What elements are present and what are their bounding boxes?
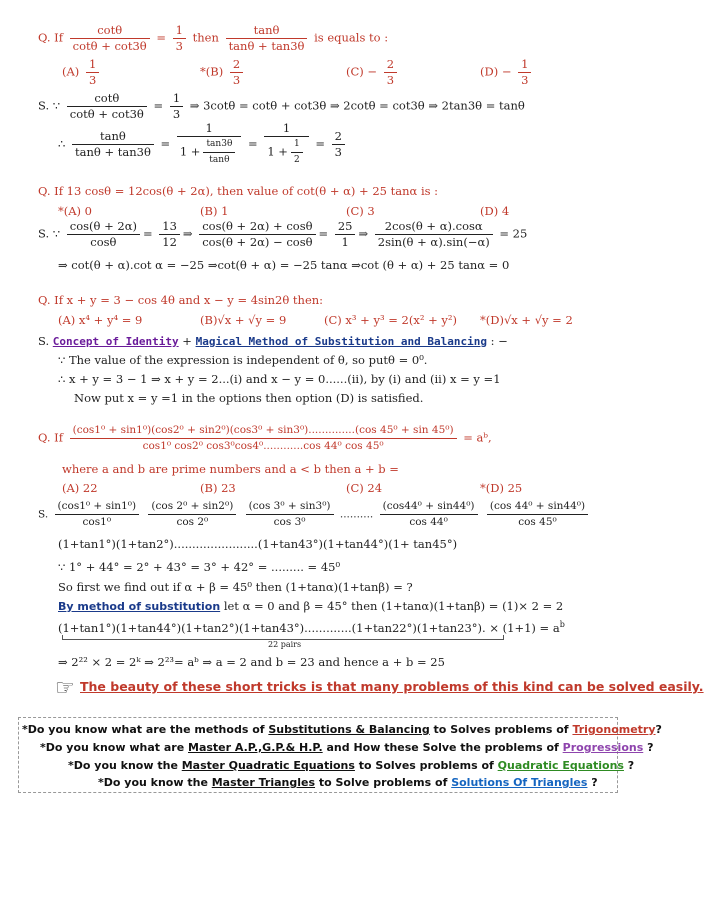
footer-r1c: to Solves problems of [429, 723, 573, 736]
s1-line1-rest: ⇒ 3cotθ = cotθ + cot3θ ⇒ 2cotθ = cot3θ ⇒ 2tan3θ = tanθ [189, 98, 525, 113]
s2-f2-den: 12 [162, 235, 177, 249]
q1-suffix: is equals to : [314, 30, 389, 45]
s2-f1-num: cos(θ + 2α) [67, 220, 140, 235]
s4-label: S. [38, 508, 49, 521]
solution-3-line-1: ∵ The value of the expression is independent of θ, so putθ = 0⁰. [58, 353, 428, 367]
footer-r3a: *Do you know the [68, 759, 182, 772]
s4-line5-rest: let α = 0 and β = 45° then (1+tanα)(1+tanβ) = (1)× 2 = 2 [223, 599, 564, 613]
solution-4-line-2: (1+tan1°)(1+tan2°).......................(1+tan43°)(1+tan44°)(1+ tan45°) [58, 537, 458, 551]
footer-r3e: ? [623, 759, 635, 772]
s1-inner-den: tanθ [209, 155, 230, 165]
s1-f1-den: cotθ + cot3θ [69, 107, 144, 121]
s1-f2-num: 1 [170, 92, 183, 107]
s4-t3-den: cos 3⁰ [273, 516, 306, 528]
q1-opt-b-label: *(B) [200, 64, 224, 79]
s4-line6-sup: b [559, 620, 565, 629]
q1-opt-a-den: 3 [88, 73, 97, 87]
q1-f2-num: 1 [173, 24, 186, 39]
s2-f4-den: 1 [341, 235, 349, 249]
q3-option-c: (C) x³ + y³ = 2(x² + y²) [324, 313, 457, 327]
q1-option-d [480, 58, 534, 87]
pairs-label: 22 pairs [268, 640, 302, 649]
s4-by-method: By method of substitution [58, 600, 221, 613]
footer-r4c: to Solve problems of [315, 776, 452, 789]
footer-r4a: *Do you know the [98, 776, 212, 789]
solution-4-line-7: ⇒ 2²² × 2 = 2ᵏ ⇒ 2²³= aᵇ ⇒ a = 2 and b = 23 and hence a + b = 25 [58, 655, 445, 669]
s2-f5-den: 2sin(θ + α).sin(−α) [377, 235, 490, 249]
q1-f3-num: tanθ [226, 24, 308, 39]
footer-r3c: to Solves problems of [354, 759, 498, 772]
footer-r3b: Master Quadratic Equations [181, 759, 355, 772]
solution-3-line-3: Now put x = y =1 in the options then option (D) is satisfied. [74, 391, 424, 405]
s1-half-num: 1 [291, 138, 303, 153]
s4-dots: .......... [339, 508, 374, 521]
footer-r4d: Solutions Of Triangles [451, 776, 588, 789]
q1-fraction-2 [173, 24, 186, 53]
footer-r2c: and How these Solve the problems of [322, 741, 563, 754]
footer-row-4 [98, 776, 598, 789]
q1-opt-a-label: (A) [62, 64, 80, 79]
solution-1-line-2: ∴ $\frac{\tan\theta}{\tan\theta + \tan 3\theta}$ = 1 1 + $\frac{\tan 3\theta}{\tan\theta}$ = 1 1 + $\frac{1}{2}$ = $\frac{2}{3}$ [58, 122, 348, 167]
s4-t1-den: cos1⁰ [82, 516, 112, 528]
s2-f3-den: cos(θ + 2α) − cosθ [202, 235, 313, 249]
s4-t5-num: (cos 44⁰ + sin44⁰) [487, 500, 588, 515]
solution-1-line-1 [38, 92, 525, 121]
s4-t4-num: (cos44⁰ + sin44⁰) [380, 500, 478, 515]
footer-r1a: *Do you know what are the methods of [22, 723, 269, 736]
solution-3-line-2: ∴ x + y = 3 − 1 ⇒ x + y = 2...(i) and x − y = 0......(ii), by (i) and (ii) x = y =1 [58, 372, 501, 386]
q4-den: cos1⁰ cos2⁰ cos3⁰cos4⁰............cos 44⁰ cos 45⁰ [142, 440, 384, 452]
q4-line-2: where a and b are prime numbers and a < b then a + b = [62, 462, 399, 476]
question-2: Q. If 13 cosθ = 12cos(θ + 2α), then value of cot(θ + α) + 25 tanα is : [38, 184, 439, 198]
solution-3-heading [38, 334, 508, 348]
footer-r2e: ? [643, 741, 654, 754]
s2-tail: = 25 [499, 226, 528, 241]
q1-opt-c-den: 3 [386, 73, 395, 87]
s2-f1-den: cosθ [90, 235, 117, 249]
s1-f1-num: cotθ [67, 92, 147, 107]
q1-f1-num: cotθ [70, 24, 150, 39]
q1-opt-c-num: 2 [384, 58, 397, 73]
s3-plus: + [182, 334, 192, 348]
footer-r1d: Trigonometry [572, 723, 656, 736]
s4-t3-num: (cos 3⁰ + sin3⁰) [246, 500, 334, 515]
q1-eq: = [156, 30, 167, 45]
s2-because: ∵ [52, 226, 61, 241]
q1-opt-a-num: 1 [86, 58, 99, 73]
q1-f2-den: 3 [175, 39, 183, 53]
s1-inner-num: tan3θ [203, 138, 235, 153]
q4-num: (cos1⁰ + sin1⁰)(cos2⁰ + sin2⁰)(cos3⁰ + sin3⁰)..............(cos 45⁰ + sin 45⁰) [70, 424, 457, 439]
solution-4-line-5 [58, 599, 563, 613]
footer-r2b: Master A.P.,G.P.& H.P. [188, 741, 323, 754]
s1-mid-num: 1 [264, 122, 308, 137]
s4-t2-den: cos 2⁰ [176, 516, 209, 528]
solution-2-line-2: ⇒ cot(θ + α).cot α = −25 ⇒cot(θ + α) = −25 tanα ⇒cot (θ + α) + 25 tanα = 0 [58, 258, 510, 272]
s1-therefore: ∴ [58, 136, 66, 151]
s2-f2-num: 13 [159, 220, 180, 235]
s1-final-den: 3 [334, 145, 342, 159]
question-3: Q. If x + y = 3 − cos 4θ and x − y = 4sin2θ then: [38, 293, 324, 307]
s2-f5-num: 2cos(θ + α).cosα [375, 220, 493, 235]
q1-fraction-1 [70, 24, 150, 53]
footer-r4b: Master Triangles [211, 776, 316, 789]
question-1 [38, 24, 388, 53]
s2-f4-num: 25 [335, 220, 356, 235]
s1-f2-den: 3 [172, 107, 181, 121]
footer-r1b: Substitutions & Balancing [268, 723, 430, 736]
solution-4-line-4: So first we find out if α + β = 45⁰ then (1+tanα)(1+tanβ) = ? [58, 580, 413, 594]
footer-r2d: Progressions [562, 741, 644, 754]
q2-option-c: (C) 3 [346, 204, 375, 218]
s1-final-num: 2 [332, 130, 345, 145]
q1-prefix: Q. If [38, 30, 63, 45]
solution-4-line-1 [38, 500, 591, 529]
q1-opt-b-den: 3 [232, 73, 241, 87]
q1-opt-d-label: (D) − [480, 64, 512, 79]
q4-option-d: *(D) 25 [480, 481, 523, 495]
s3-concept: Concept of Identity [52, 335, 179, 348]
q1-opt-d-den: 3 [521, 73, 529, 87]
q1-option-b [200, 58, 246, 87]
q2-option-b: (B) 1 [200, 204, 229, 218]
q1-option-a [62, 58, 102, 87]
s1-half-den: 2 [293, 155, 300, 165]
q2-option-d: (D) 4 [480, 204, 510, 218]
footer-row-2 [40, 741, 653, 754]
q1-opt-b-num: 2 [230, 58, 243, 73]
footer-r3d: Quadratic Equations [497, 759, 624, 772]
question-4 [38, 424, 492, 453]
q3-option-b: (B)√x + √y = 9 [200, 313, 287, 327]
footer-r1e: ? [655, 723, 662, 736]
pointing-hand-icon: ☞ [55, 676, 75, 701]
q2-option-a: *(A) 0 [58, 204, 93, 218]
q4-rhs: = aᵇ, [463, 430, 492, 445]
q4-prefix: Q. If [38, 430, 63, 445]
q3-option-d: *(D)√x + √y = 2 [480, 313, 573, 327]
q1-f1-den: cotθ + cot3θ [72, 39, 147, 53]
s3-colon: : − [490, 334, 508, 348]
q3-option-a: (A) x⁴ + y⁴ = 9 [58, 313, 143, 327]
q4-option-b: (B) 23 [200, 481, 236, 495]
footer-row-1 [22, 723, 662, 736]
s3-magical: Magical Method of Substitution and Balancing [195, 335, 487, 348]
q4-option-c: (C) 24 [346, 481, 383, 495]
s1-label: S. [38, 98, 50, 113]
s1-mid-den-a: 1 + [267, 144, 288, 159]
s1-f3-num: tanθ [72, 130, 154, 145]
s2-label: S. [38, 226, 50, 241]
solution-4-line-3: ∵ 1° + 44° = 2° + 43° = 3° + 42° = ......... = 45⁰ [58, 560, 341, 574]
beauty-note: The beauty of these short tricks is that many problems of this kind can be solved easily. [80, 679, 704, 694]
q4-option-a: (A) 22 [62, 481, 98, 495]
q1-opt-d-num: 1 [518, 58, 531, 73]
q1-opt-c-label: (C) − [346, 64, 378, 79]
s4-t2-num: (cos 2⁰ + sin2⁰) [148, 500, 236, 515]
footer-r4e: ? [587, 776, 598, 789]
q1-f3-den: tanθ + tan3θ [228, 39, 305, 53]
solution-4-line-6 [58, 620, 565, 635]
q1-fraction-3 [226, 24, 308, 53]
footer-r2a: *Do you know what are [40, 741, 188, 754]
s3-label: S. [38, 334, 50, 348]
s4-t1-num: (cos1⁰ + sin1⁰) [55, 500, 140, 515]
s1-big-den-a: 1 + [179, 144, 201, 159]
s2-f3-num: cos(θ + 2α) + cosθ [199, 220, 315, 235]
footer-row-3 [68, 759, 634, 772]
s1-eq: = [153, 98, 164, 113]
s4-line6: (1+tan1°)(1+tan44°)(1+tan2°)(1+tan43°).............(1+tan22°)(1+tan23°). × (1+1) = a [58, 620, 560, 635]
s1-because: ∵ [52, 98, 61, 113]
s1-f3-den: tanθ + tan3θ [74, 145, 151, 159]
q1-option-c [346, 58, 400, 87]
q1-then: then [192, 30, 219, 45]
solution-2-line-1: S. ∵ $\frac{\cos(\theta + 2\alpha)}{\cos\theta}$ = $\frac{13}{12}$ ⇒ $\frac{\cos(\theta + 2\alpha) + \cos\theta}{\cos(\theta + 2\alpha) - \cos\theta}$ = $\frac{25}{1}$ ⇒ $\frac{2\cos(\theta + \alpha).\cos\alpha}{2\sin(\theta + \alpha).\sin(-\alpha)}$ = 25 [38, 219, 528, 249]
s1-big-num: 1 [177, 122, 242, 137]
s4-t4-den: cos 44⁰ [409, 516, 448, 528]
s4-t5-den: cos 45⁰ [518, 516, 557, 528]
